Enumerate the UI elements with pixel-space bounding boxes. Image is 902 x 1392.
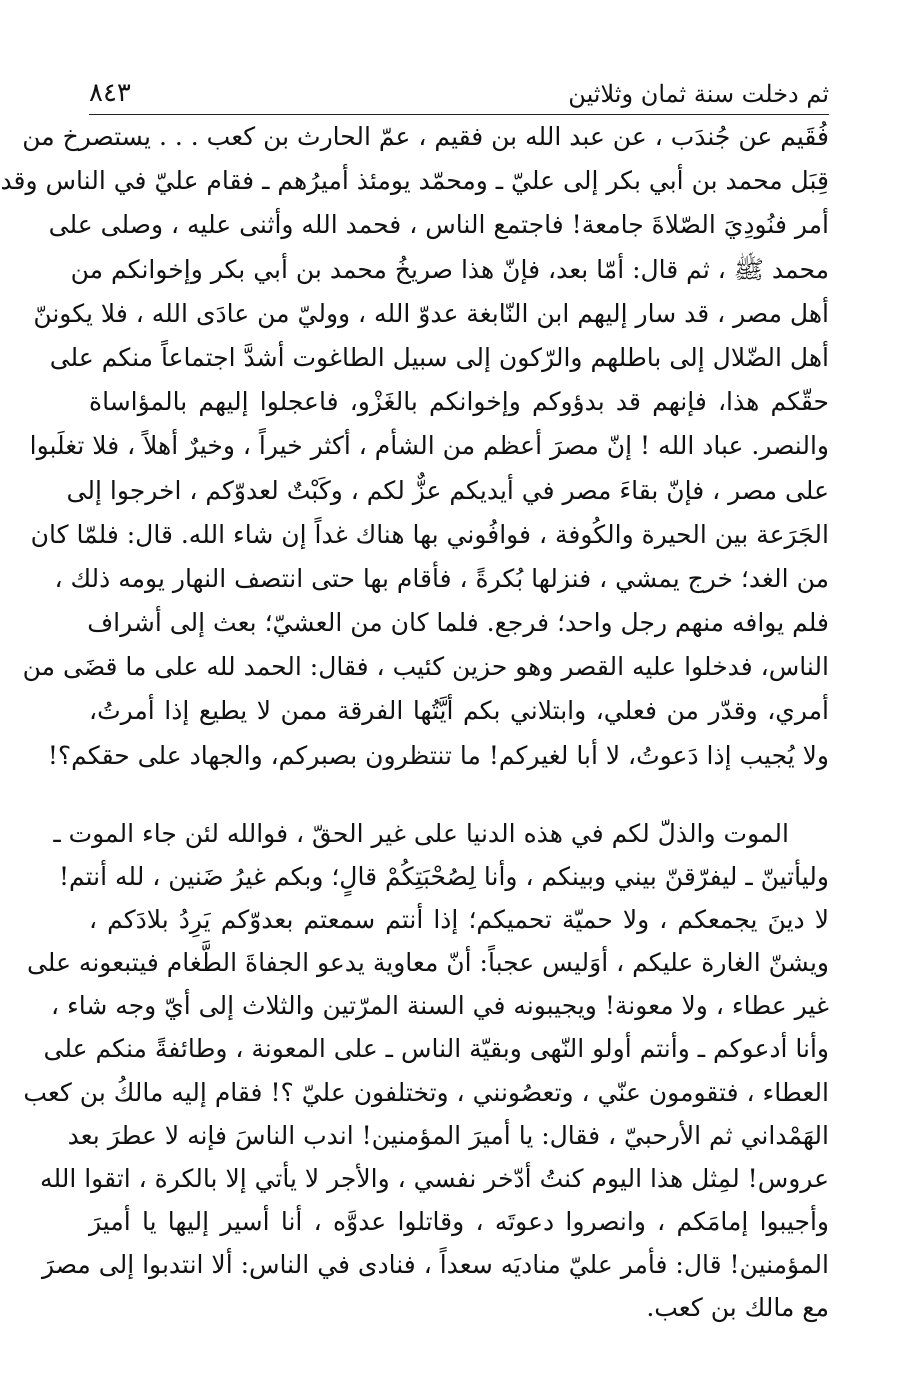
- text-line: من الغد؛ خرج يمشي ، فنزلها بُكرةً ، فأقام بها حتى انتصف النهار يومه ذلك ،: [54, 563, 829, 593]
- text-line: فُقَيم عن جُندَب ، عن عبد الله بن فقيم ، عمّ الحارث بن كعب . . . يستصرخ من: [22, 122, 829, 151]
- text-line: العطاء ، فتقومون عنّي ، وتعصُونني ، وتختلفون عليّ ؟! فقام إليه مالكُ بن كعب: [23, 1077, 829, 1107]
- text-line: أمر فنُودِيَ الصّلاةَ جامعة! فاجتمع الناس ، فحمد الله وأثنى عليه ، وصلى على: [48, 210, 829, 240]
- paragraph-2: [23, 812, 829, 1329]
- page-number: ٨٤٣: [89, 78, 131, 108]
- text-line: المؤمنين! قال: فأمر عليّ مناديَه سعداً ، فنادى في الناس: ألا انتدبوا إلى مصرَ: [41, 1249, 829, 1279]
- text-line: حقّكم هذا، فإنهم قد بدؤوكم وإخوانكم بالغَزْو، فاعجلوا إليهم بالمؤاساة: [89, 387, 829, 417]
- text-line: أهل مصر ، قد سار إليهم ابن النّابغة عدوّ الله ، ووليّ من عادَى الله ، فلا يكوننّ: [33, 298, 829, 328]
- text-line: مع مالك بن كعب.: [646, 1293, 829, 1323]
- text-line: قِبَل محمد بن أبي بكر إلى عليّ ـ ومحمّد يومئذ أميرُهم ـ فقام عليّ في الناس وقد: [0, 166, 829, 196]
- text-line: والنصر. عباد الله ! إنّ مصرَ أعظم من الشأم ، أكثر خيراً ، وخيرٌ أهلاً ، فلا تغلَبوا: [29, 431, 829, 461]
- paragraph-1: [0, 115, 829, 778]
- text-line: على مصر ، فإنّ بقاءَ مصر في أيديكم عزٌّ لكم ، وكَبْتٌ لعدوّكم ، اخرجوا إلى: [66, 475, 829, 505]
- text-line: عروس! لمِثل هذا اليوم كنتُ أدّخر نفسي ، والأجر لا يأتي إلا بالكرة ، اتقوا الله: [40, 1163, 829, 1193]
- text-line: الناس، فدخلوا عليه القصر وهو حزين كئيب ، فقال: الحمد لله على ما قضَى من: [22, 652, 829, 682]
- text-line: الهَمْداني ثم الأرحبيّ ، فقال: يا أميرَ المؤمنين! اندب الناسَ فإنه لا عطرَ بعد: [67, 1120, 829, 1150]
- text-line: وأجيبوا إمامَكم ، وانصروا دعوتَه ، وقاتلوا عدوَّه ، أنا أسير إليها يا أميرَ: [89, 1206, 829, 1236]
- text-line: الموت والذلّ لكم في هذه الدنيا على غير الحقّ ، فوالله لئن جاء الموت ـ: [53, 819, 789, 848]
- text-line: ويشنّ الغارة عليكم ، أوَليس عجباً: أنّ معاوية يدعو الجفاةَ الطَّغام فيتبعونه على: [26, 948, 829, 978]
- text-line: ولا يُجيب إذا دَعوتُ، لا أبا لغيركم! ما تنتظرون بصبركم، والجهاد على حقكم؟!: [47, 740, 829, 770]
- text-line: فلم يوافه منهم رجل واحد؛ فرجع. فلما كان من العشيّ؛ بعث إلى أشراف: [87, 608, 829, 638]
- text-line: أمري، وقدّر من فعلي، وابتلاني بكم أيَّتُها الفرقة ممن لا يطيع إذا أمرتُ،: [89, 696, 829, 726]
- text-line: لا دينَ يجمعكم ، ولا حميّة تحميكم؛ إذا أنتم سمعتم بعدوّكم يَرِدُ بلادَكم ،: [89, 905, 829, 935]
- text-line: محمد ﷺ ، ثم قال: أمّا بعد، فإنّ هذا صريخُ محمد بن أبي بكر وإخوانكم من: [70, 254, 829, 284]
- text-line: أهل الضّلال إلى باطلهم والرّكون إلى سبيل الطاغوت أشدَّ اجتماعاً منكم على: [49, 342, 829, 372]
- text-line: غير عطاء ، ولا معونة! ويجيبونه في السنة المرّتين والثلاث إلى أيّ وجه شاء ،: [51, 991, 829, 1021]
- text-line: وليأتينّ ـ ليفرّقنّ بيني وبينكم ، وأنا لِصُحْبَتِكُمْ قالٍ؛ وبكم غيرُ ضَنين ، لله أنتم!: [58, 862, 829, 892]
- running-title: ثم دخلت سنة ثمان وثلاثين: [568, 80, 829, 108]
- text-line: الجَرَعة بين الحيرة والكُوفة ، فوافُوني بها هناك غداً إن شاء الله. قال: فلمّا كان: [30, 519, 829, 549]
- page-header: [89, 64, 829, 115]
- text-line: وأنا أدعوكم ـ وأنتم أولو النّهى وبقيّة الناس ـ على المعونة ، وطائفةً منكم على: [43, 1034, 829, 1064]
